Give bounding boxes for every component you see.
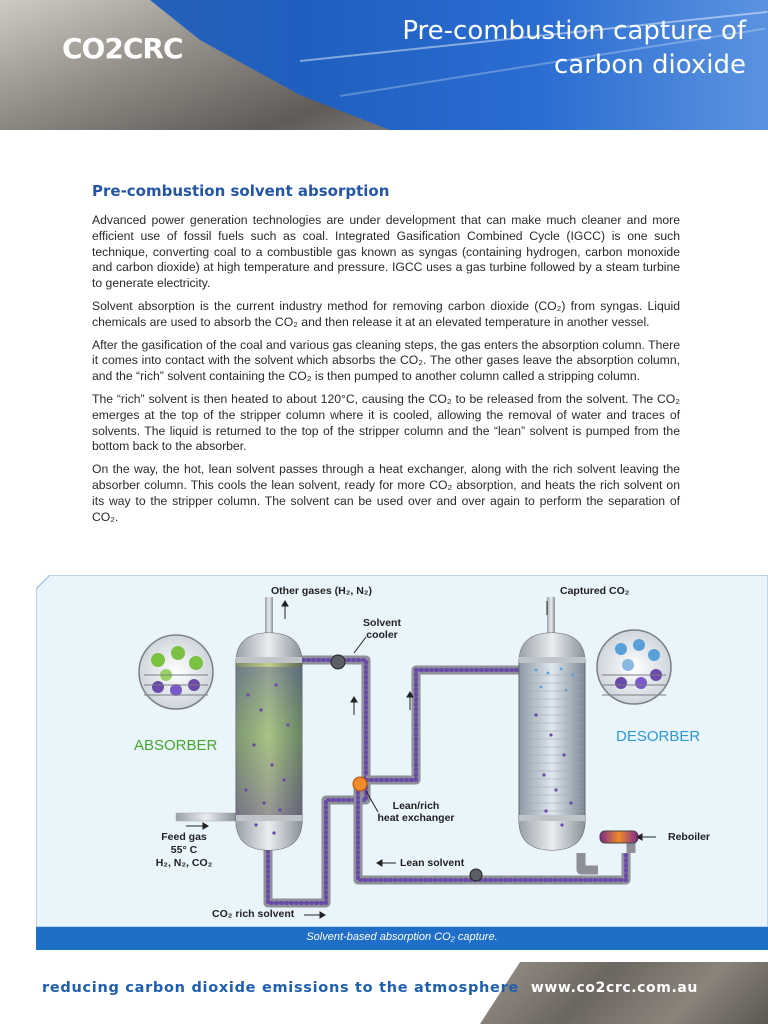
- lean-solvent-label: Lean solvent: [400, 857, 465, 869]
- article-body: [92, 182, 680, 532]
- paragraph: After the gasification of the coal and various gas cleaning steps, the gas enters the absorption column. There it comes into contact with the solvent which absorbs the CO₂. The other gases leave the absorption column, and the “rich” solvent containing the CO₂ is then pumped to another column called a stripping column.: [92, 337, 680, 384]
- absorber-label: ABSORBER: [134, 737, 218, 754]
- feed-gas-label: [144, 831, 224, 870]
- captured-co2-label: Captured CO₂: [560, 585, 630, 597]
- absorber-molecule-bubble: [139, 635, 213, 709]
- solvent-cooler-icon: [331, 655, 345, 669]
- reboiler-label: Reboiler: [668, 831, 711, 843]
- reboiler-icon: [600, 831, 638, 843]
- desorber-outlet-pipe: [547, 597, 555, 637]
- paragraph: The “rich” solvent is then heated to about 120°C, causing the CO₂ to be released from the solvent. The CO₂ emerges at the top of the stripper column where it is cooled, allowing the removal of water and traces of solvents. The liquid is returned to the top of the stripper column and the “lean” solvent is pumped from the bottom back to the absorber.: [92, 391, 680, 454]
- feed-gas-line-1: Feed gas: [161, 831, 207, 843]
- paragraph: Advanced power generation technologies are under development that can make much cleaner and more efficient use of fossil fuels such as coal. Integrated Gasification Combined Cycle (IGCC) is one such technique, converting coal to a combustible gas known as syngas (containing hydrogen, carbon monoxide and carbon dioxide) at high temperature and pressure. IGCC uses a gas turbine followed by a steam turbine to generate electricity.: [92, 213, 680, 291]
- figure-caption-bar: [36, 927, 768, 950]
- heat-exchanger-line-2: heat exchanger: [377, 812, 455, 824]
- feed-pipe: [176, 813, 236, 821]
- footer-tagline: reducing carbon dioxide emissions to the atmosphere: [42, 980, 519, 996]
- solvent-cooler-label: [352, 617, 412, 641]
- title-line-2: carbon dioxide: [553, 50, 746, 80]
- page-title: [326, 14, 746, 82]
- feed-gas-line-2: 55° C: [170, 844, 198, 856]
- solvent-cooler-line-1: Solvent: [363, 617, 401, 629]
- absorber-column: [236, 633, 302, 850]
- feed-gas-line-3: H₂, N₂, CO₂: [155, 857, 213, 869]
- header-banner: [0, 0, 768, 130]
- process-diagram: [36, 575, 768, 950]
- desorber-column: [519, 633, 585, 850]
- paragraph: On the way, the hot, lean solvent passes through a heat exchanger, along with the rich solvent leaving the absorber column. This cools the lean solvent, ready for more CO₂ absorption, and heats the rich solvent on its way to the stripper column. The solvent can be used over and over again to perform the separation of CO₂.: [92, 462, 680, 524]
- heat-exchanger-label: [366, 800, 466, 824]
- other-gases-label: Other gases (H₂, N₂): [271, 585, 372, 597]
- paragraph: Solvent absorption is the current industry method for removing carbon dioxide (CO₂) from syngas. Liquid chemicals are used to absorb the CO₂ and then release it at an elevated temperature in another vessel.: [92, 298, 680, 329]
- footer: [0, 962, 768, 1024]
- figure-caption: Solvent-based absorption CO₂ capture.: [306, 931, 498, 943]
- desorber-label: DESORBER: [616, 728, 701, 745]
- heat-exchanger-line-1: Lean/rich: [392, 800, 440, 812]
- pump-icon: [470, 869, 482, 881]
- heat-exchanger-icon: [353, 777, 367, 791]
- absorber-outlet-pipe: [265, 597, 273, 637]
- title-line-1: Pre-combustion capture of: [402, 16, 746, 46]
- solvent-cooler-line-2: cooler: [366, 629, 398, 641]
- rich-solvent-label: CO₂ rich solvent: [212, 908, 295, 920]
- section-heading: Pre-combustion solvent absorption: [92, 182, 390, 200]
- desorber-molecule-bubble: [597, 630, 671, 704]
- footer-url-link[interactable]: www.co2crc.com.au: [530, 980, 698, 996]
- co2crc-logo: CO2CRC: [62, 32, 183, 65]
